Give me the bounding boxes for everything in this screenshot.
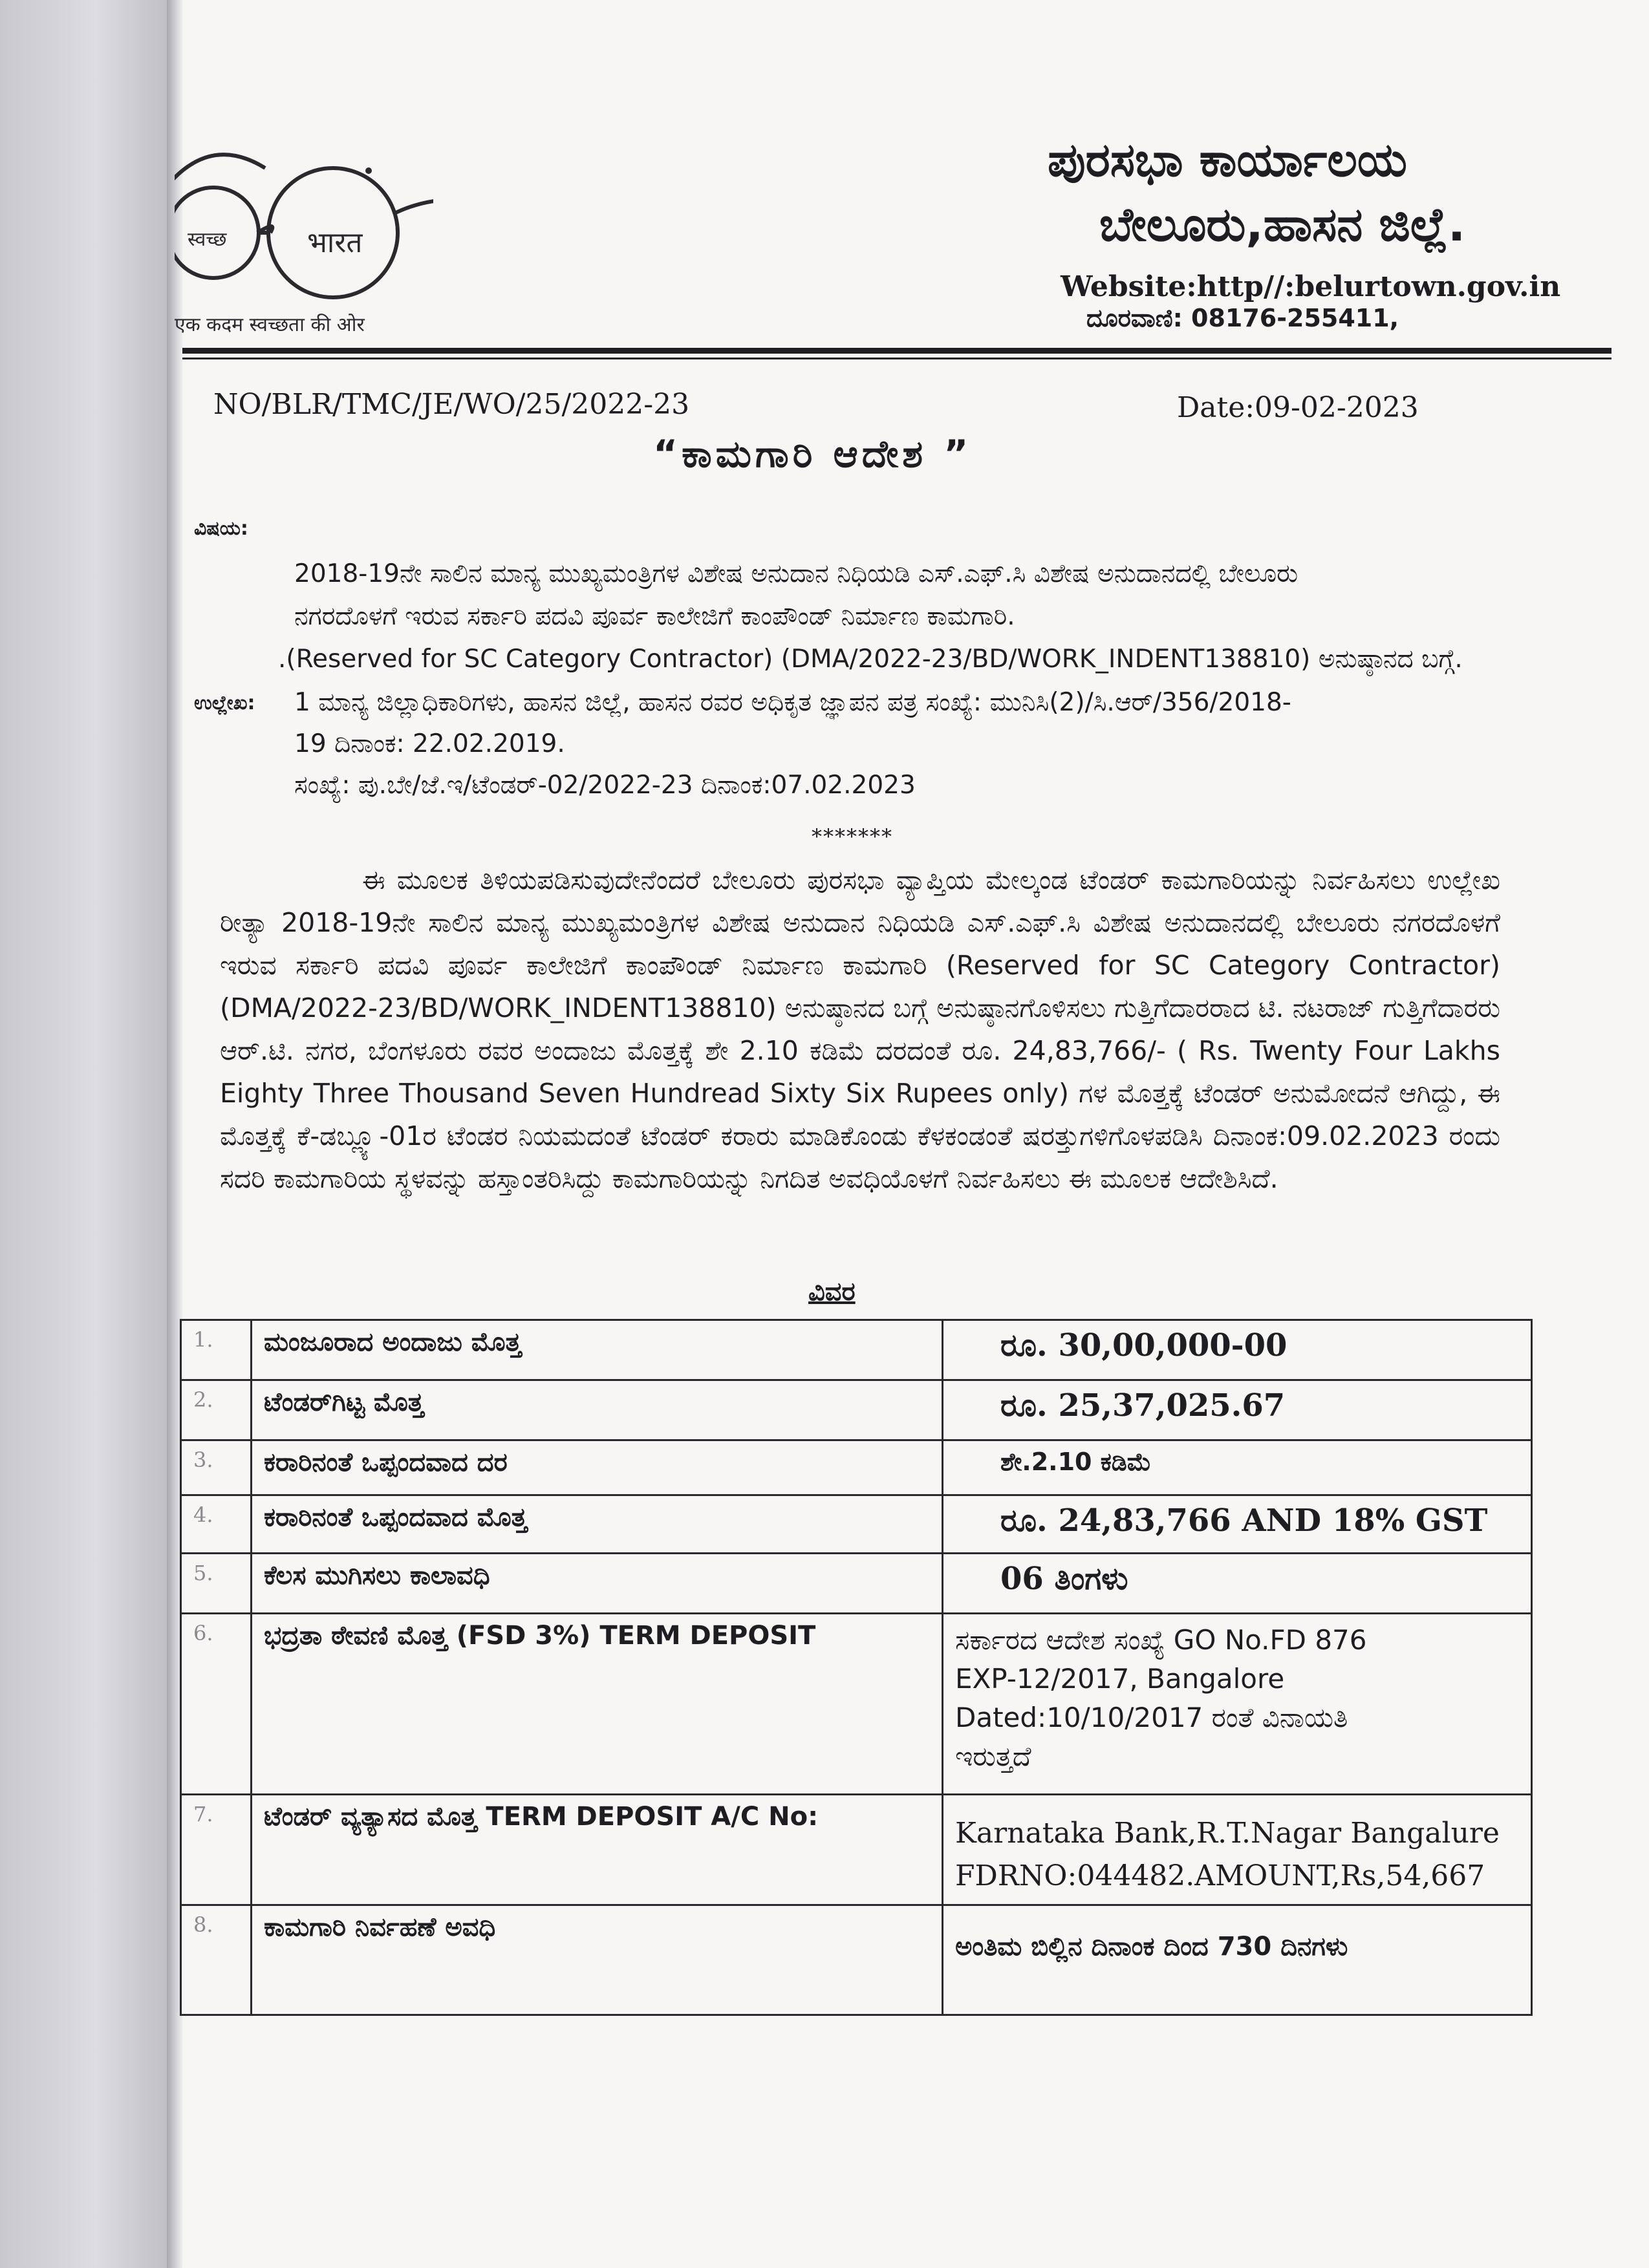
row-value — [943, 1495, 1532, 1554]
table-row — [181, 1495, 1532, 1554]
row-value-text: ರೂ. 25,37,025.67 — [1000, 1387, 1286, 1424]
row-description: ಮಂಜೂರಾದ ಅಂದಾಜು ಮೊತ್ತ — [252, 1320, 943, 1380]
logo-text: भारत — [307, 226, 363, 259]
table-row — [181, 1320, 1532, 1380]
row-value-text: ರೂ. 30,00,000-00 — [1000, 1327, 1288, 1364]
row-value — [943, 1614, 1532, 1795]
row-number: 7. — [181, 1795, 252, 1905]
row-number: 4. — [181, 1495, 252, 1554]
swachh-bharat-logo — [175, 142, 433, 336]
subject-line: .(Reserved for SC Category Contractor) (DMA/2022-23/BD/WORK_INDENT138810) ಅನುಷ್ಠಾನದ ಬಗ್ಗೆ. — [278, 645, 1463, 674]
office-name: ಪುರಸಭಾ ಕಾರ್ಯಾಲಯ — [1048, 133, 1407, 187]
row-number: 6. — [181, 1614, 252, 1795]
logo-tagline: एक कदम स्वच्छता की ओर — [175, 314, 365, 336]
table-row — [181, 1554, 1532, 1614]
reference-label: ಉಲ್ಲೇಖ: — [194, 692, 255, 714]
details-table — [180, 1319, 1533, 2016]
row-value-line: Karnataka Bank,R.T.Nagar Bangalure — [955, 1817, 1500, 1850]
subject-label: ವಿಷಯ: — [194, 517, 248, 540]
order-date: Date:09-02-2023 — [1177, 391, 1419, 424]
row-value-line: ಇರುತ್ತದೆ — [955, 1740, 1031, 1772]
row-number: 1. — [181, 1320, 252, 1380]
details-heading: ವಿವರ — [808, 1277, 856, 1307]
reference-number: NO/BLR/TMC/JE/WO/25/2022-23 — [213, 388, 690, 421]
office-place: ಬೇಲೂರು,ಹಾಸನ ಜಿಲ್ಲೆ. — [1099, 197, 1466, 251]
subject-text — [278, 553, 1536, 681]
row-number: 5. — [181, 1554, 252, 1614]
row-value — [943, 1380, 1532, 1440]
page-title: “ಕಾಮಗಾರಿ ಆದೇಶ ” — [653, 432, 973, 476]
row-value-text: ಅಂತಿಮ ಬಿಲ್ಲಿನ ದಿನಾಂಕ ದಿಂದ 730 ದಿನಗಳು — [955, 1932, 1348, 1962]
table-row — [181, 1795, 1532, 1905]
table-row — [181, 1440, 1532, 1495]
phone-number: ದೂರವಾಣಿ: 08176-255411, — [1086, 304, 1399, 332]
reference-line: ಸಂಖ್ಯೆ: ಪು.ಬೇ/ಜೆ.ಇ/ಟೆಂಡರ್-02/2022-23 ದಿನಾಂಕ:07.02.2023 — [294, 771, 916, 800]
table-row — [181, 1614, 1532, 1795]
row-value-text: 06 ತಿಂಗಳು — [1000, 1561, 1128, 1597]
row-value-line: FDRNO:044482.AMOUNT,Rs,54,667 — [955, 1859, 1485, 1892]
row-number: 3. — [181, 1440, 252, 1495]
row-description: ಟೆಂಡರ್ ವ್ಯತ್ಯಾಸದ ಮೊತ್ತ TERM DEPOSIT A/C No: — [252, 1795, 943, 1905]
row-value — [943, 1554, 1532, 1614]
header-rule — [182, 348, 1611, 354]
row-value-line: EXP-12/2017, Bangalore — [955, 1663, 1285, 1695]
row-description: ಕರಾರಿನಂತೆ ಒಪ್ಪಂದವಾದ ದರ — [252, 1440, 943, 1495]
row-description: ಕರಾರಿನಂತೆ ಒಪ್ಪಂದವಾದ ಮೊತ್ತ — [252, 1495, 943, 1554]
reference-line: 19 ದಿನಾಂಕ: 22.02.2019. — [294, 729, 565, 758]
row-value-line: ಸರ್ಕಾರದ ಆದೇಶ ಸಂಖ್ಯೆ GO No.FD 876 — [955, 1624, 1367, 1656]
row-value-text: ರೂ. 24,83,766 AND 18% GST — [1000, 1503, 1488, 1539]
logo-left-text: स्वच्छ — [188, 228, 227, 251]
row-value — [943, 1320, 1532, 1380]
row-description: ಕೆಲಸ ಮುಗಿಸಲು ಕಾಲಾವಧಿ — [252, 1554, 943, 1614]
row-number: 8. — [181, 1905, 252, 2015]
table-row — [181, 1905, 1532, 2015]
separator: ******* — [812, 824, 893, 849]
website: Website:http//:belurtown.gov.in — [1061, 270, 1561, 303]
subject-line: 2018-19ನೇ ಸಾಲಿನ ಮಾನ್ಯ ಮುಖ್ಯಮಂತ್ರಿಗಳ ವಿಶೇಷ ಅನುದಾನ ನಿಧಿಯಡಿ ಎಸ್.ಎಫ್.ಸಿ ವಿಶೇಷ ಅನುದಾನದಲ್ಲಿ ಬೇಲೂರು — [294, 559, 1299, 588]
row-value — [943, 1795, 1532, 1905]
row-number: 2. — [181, 1380, 252, 1440]
row-value-text: ಶೇ.2.10 ಕಡಿಮೆ — [1000, 1448, 1152, 1476]
table-row — [181, 1380, 1532, 1440]
row-description: ಕಾಮಗಾರಿ ನಿರ್ವಹಣೆ ಅವಧಿ — [252, 1905, 943, 2015]
reference-text — [294, 682, 1575, 806]
header-rule-thin — [182, 358, 1611, 359]
row-value — [943, 1905, 1532, 2015]
row-value-line: Dated:10/10/2017 ರಂತೆ ವಿನಾಯತಿ — [955, 1702, 1348, 1733]
binding-edge — [0, 0, 175, 2268]
reference-line: 1 ಮಾನ್ಯ ಜಿಲ್ಲಾಧಿಕಾರಿಗಳು, ಹಾಸನ ಜಿಲ್ಲೆ, ಹಾಸನ ರವರ ಅಧಿಕೃತ ಜ್ಞಾಪನ ಪತ್ರ ಸಂಖ್ಯೆ: ಮುನಿಸಿ(2)/ಸಿ.ಆರ್/356/2018- — [294, 688, 1291, 717]
order-body: ಈ ಮೂಲಕ ತಿಳಿಯಪಡಿಸುವುದೇನೆಂದರೆ ಬೇಲೂರು ಪುರಸಭಾ ವ್ಯಾಪ್ತಿಯ ಮೇಲ್ಕಂಡ ಟೆಂಡರ್ ಕಾಮಗಾರಿಯನ್ನು ನಿರ್ವಹಿಸಲು ಉಲ್ಲೇಖ ರೀತ್ಯಾ 2018-19ನೇ ಸಾಲಿನ ಮಾನ್ಯ ಮುಖ್ಯಮಂತ್ರಿಗಳ ವಿಶೇಷ ಅನುದಾನ ನಿಧಿಯಡಿ ಎಸ್.ಎಫ್.ಸಿ ವಿಶೇಷ ಅನುದಾನದಲ್ಲಿ ಬೇಲೂರು ನಗರದೊಳಗೆ ಇರುವ ಸರ್ಕಾರಿ ಪದವಿ ಪೂರ್ವ ಕಾಲೇಜಿಗೆ ಕಾಂಪೌಂಡ್ ನಿರ್ಮಾಣ ಕಾಮಗಾರಿ (Reserved for SC Category Contractor) (DMA/2022-23/BD/WORK_INDENT138810) ಅನುಷ್ಠಾನದ ಬಗ್ಗೆ ಅನುಷ್ಠಾನಗೊಳಿಸಲು ಗುತ್ತಿಗೆದಾರರಾದ ಟಿ. ನಟರಾಜ್ ಗುತ್ತಿಗೆದಾರರು ಆರ್.ಟಿ. ನಗರ, ಬೆಂಗಳೂರು ರವರ ಅಂದಾಜು ಮೊತ್ತಕ್ಕೆ ಶೇ 2.10 ಕಡಿಮೆ ದರದಂತೆ ರೂ. 24,83,766/- ( Rs. Twenty Four Lakhs Eighty Three Thousand Seven Hundread Sixty Six Rupees only) ಗಳ ಮೊತ್ತಕ್ಕೆ ಟೆಂಡರ್ ಅನುಮೋದನೆ ಆಗಿದ್ದು, ಈ ಮೊತ್ತಕ್ಕೆ ಕೆ-ಡಬ್ಲ್ಯೂ-01ರ ಟೆಂಡರ ನಿಯಮದಂತೆ ಟೆಂಡರ್ ಕರಾರು ಮಾಡಿಕೊಂಡು ಕೆಳಕಂಡಂತೆ ಷರತ್ತುಗಳಿಗೊಳಪಡಿಸಿ ದಿನಾಂಕ:09.02.2023 ರಂದು ಸದರಿ ಕಾಮಗಾರಿಯ ಸ್ಥಳವನ್ನು ಹಸ್ತಾಂತರಿಸಿದ್ದು ಕಾಮಗಾರಿಯನ್ನು ನಿಗದಿತ ಅವಧಿಯೊಳಗೆ ನಿರ್ವಹಿಸಲು ಈ ಮೂಲಕ ಆದೇಶಿಸಿದೆ. — [220, 864, 1500, 1194]
row-value — [943, 1440, 1532, 1495]
subject-line: ನಗರದೊಳಗೆ ಇರುವ ಸರ್ಕಾರಿ ಪದವಿ ಪೂರ್ವ ಕಾಲೇಜಿಗೆ ಕಾಂಪೌಂಡ್ ನಿರ್ಮಾಣ ಕಾಮಗಾರಿ. — [294, 602, 1015, 631]
row-description: ಭದ್ರತಾ ಠೇವಣಿ ಮೊತ್ತ (FSD 3%) TERM DEPOSIT — [252, 1614, 943, 1795]
row-description: ಟೆಂಡರ್‌ಗಿಟ್ಟ ಮೊತ್ತ — [252, 1380, 943, 1440]
